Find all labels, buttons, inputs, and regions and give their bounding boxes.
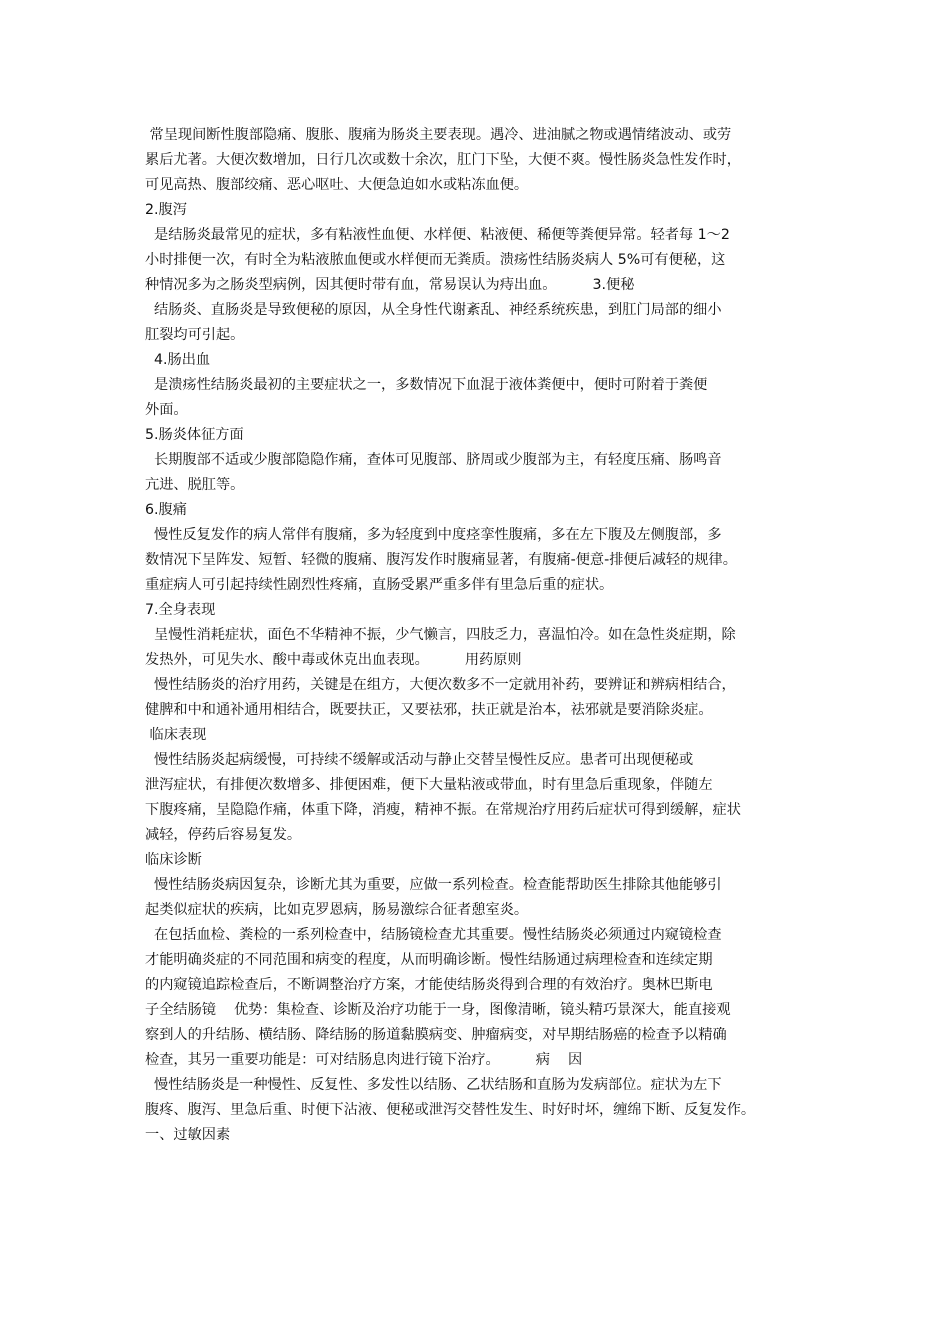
text-line: 临床表现 <box>145 727 207 743</box>
text-line: 累后尤著。大便次数增加，日行几次或数十余次，肛门下坠，大便不爽。慢性肠炎急性发作时， <box>145 152 741 168</box>
text-line: 泄泻症状，有排便次数增多、排便困难，便下大量粘液或带血，时有里急后重现象，伴随左 <box>145 777 713 793</box>
text-line: 常呈现间断性腹部隐痛、腹胀、腹痛为肠炎主要表现。遇冷、进油腻之物或遇情绪波动、或劳 <box>145 127 732 143</box>
text-line: 慢性结肠炎的治疗用药，关键是在组方，大便次数多不一定就用补药，要辨证和辨病相结合， <box>145 677 736 693</box>
text-line: 是结肠炎最常见的症状，多有粘液性血便、水样便、粘液便、稀便等粪便异常。轻者每 1～2 <box>145 227 730 243</box>
text-line: 发热外，可见失水、酸中毒或休克出血表现。 用药原则 <box>145 652 522 668</box>
text-line: 结肠炎、直肠炎是导致便秘的原因，从全身性代谢紊乱、神经系统疾患，到肛门局部的细小 <box>145 302 722 318</box>
text-line: 才能明确炎症的不同范围和病变的程度，从而明确诊断。慢性结肠通过病理检查和连续定期 <box>145 952 713 968</box>
text-line: 一、过敏因素 <box>145 1127 231 1143</box>
text-line: 外面。 <box>145 402 188 418</box>
text-line: 慢性结肠炎起病缓慢，可持续不缓解或活动与静止交替呈慢性反应。患者可出现便秘或 <box>145 752 694 768</box>
text-line: 亢进、脱肛等。 <box>145 477 245 493</box>
text-line: 2.腹泻 <box>145 202 187 218</box>
document-body <box>145 123 825 1148</box>
text-line: 检查，其另一重要功能是：可对结肠息肉进行镜下治疗。 病 因 <box>145 1052 583 1068</box>
text-line: 可见高热、腹部绞痛、恶心呕吐、大便急迫如水或粘冻血便。 <box>145 177 529 193</box>
text-line: 呈慢性消耗症状，面色不华精神不振，少气懒言，四肢乏力，喜温怕冷。如在急性炎症期，除 <box>145 627 736 643</box>
text-line: 减轻，停药后容易复发。 <box>145 827 302 843</box>
text-line: 7.全身表现 <box>145 602 216 618</box>
text-line: 临床诊断 <box>145 852 202 868</box>
text-line: 重症病人可引起持续性剧烈性疼痛，直肠受累严重多伴有里急后重的症状。 <box>145 577 614 593</box>
text-line: 健脾和中和通补通用相结合，既要扶正，又要祛邪，扶正就是治本，祛邪就是要消除炎症。 <box>145 702 713 718</box>
text-line: 察到人的升结肠、横结肠、降结肠的肠道黏膜病变、肿瘤病变，对早期结肠癌的检查予以精确 <box>145 1027 727 1043</box>
text-line: 慢性反复发作的病人常伴有腹痛，多为轻度到中度痉挛性腹痛，多在左下腹及左侧腹部，多 <box>145 527 722 543</box>
text-line: 6.腹痛 <box>145 502 187 518</box>
text-line: 肛裂均可引起。 <box>145 327 245 343</box>
text-line: 的内窥镜追踪检查后，不断调整治疗方案，才能使结肠炎得到合理的有效治疗。奥林巴斯电 <box>145 977 713 993</box>
text-line: 慢性结肠炎病因复杂，诊断尤其为重要，应做一系列检查。检查能帮助医生排除其他能够引 <box>145 877 722 893</box>
text-line: 5.肠炎体征方面 <box>145 427 244 443</box>
text-line: 起类似症状的疾病，比如克罗恩病，肠易激综合征者憩室炎。 <box>145 902 529 918</box>
text-line: 慢性结肠炎是一种慢性、反复性、多发性以结肠、乙状结肠和直肠为发病部位。症状为左下 <box>145 1077 722 1093</box>
text-line: 数情况下呈阵发、短暂、轻微的腹痛、腹泻发作时腹痛显著，有腹痛-便意-排便后减轻的规律。 <box>145 552 737 568</box>
text-line: 子全结肠镜 优势：集检查、诊断及治疗功能于一身，图像清晰，镜头精巧景深大，能直接观 <box>145 1002 731 1018</box>
text-line: 在包括血检、粪检的一系列检查中，结肠镜检查尤其重要。慢性结肠炎必须通过内窥镜检查 <box>145 927 722 943</box>
text-line: 是溃疡性结肠炎最初的主要症状之一，多数情况下血混于液体粪便中，便时可附着于粪便 <box>145 377 708 393</box>
text-line: 种情况多为之肠炎型病例，因其便时带有血，常易误认为痔出血。 3.便秘 <box>145 277 635 293</box>
text-line: 小时排便一次，有时全为粘液脓血便或水样便而无粪质。溃疡性结肠炎病人 5%可有便秘，这 <box>145 252 726 268</box>
text-line: 4.肠出血 <box>145 352 211 368</box>
text-line: 腹疼、腹泻、里急后重、时便下沾液、便秘或泄泻交替性发生、时好时坏，缠绵下断、反复发作。 <box>145 1102 756 1118</box>
text-line: 长期腹部不适或少腹部隐隐作痛，查体可见腹部、脐周或少腹部为主，有轻度压痛、肠鸣音 <box>145 452 722 468</box>
text-line: 下腹疼痛，呈隐隐作痛，体重下降，消瘦，精神不振。在常规治疗用药后症状可得到缓解，症状 <box>145 802 741 818</box>
